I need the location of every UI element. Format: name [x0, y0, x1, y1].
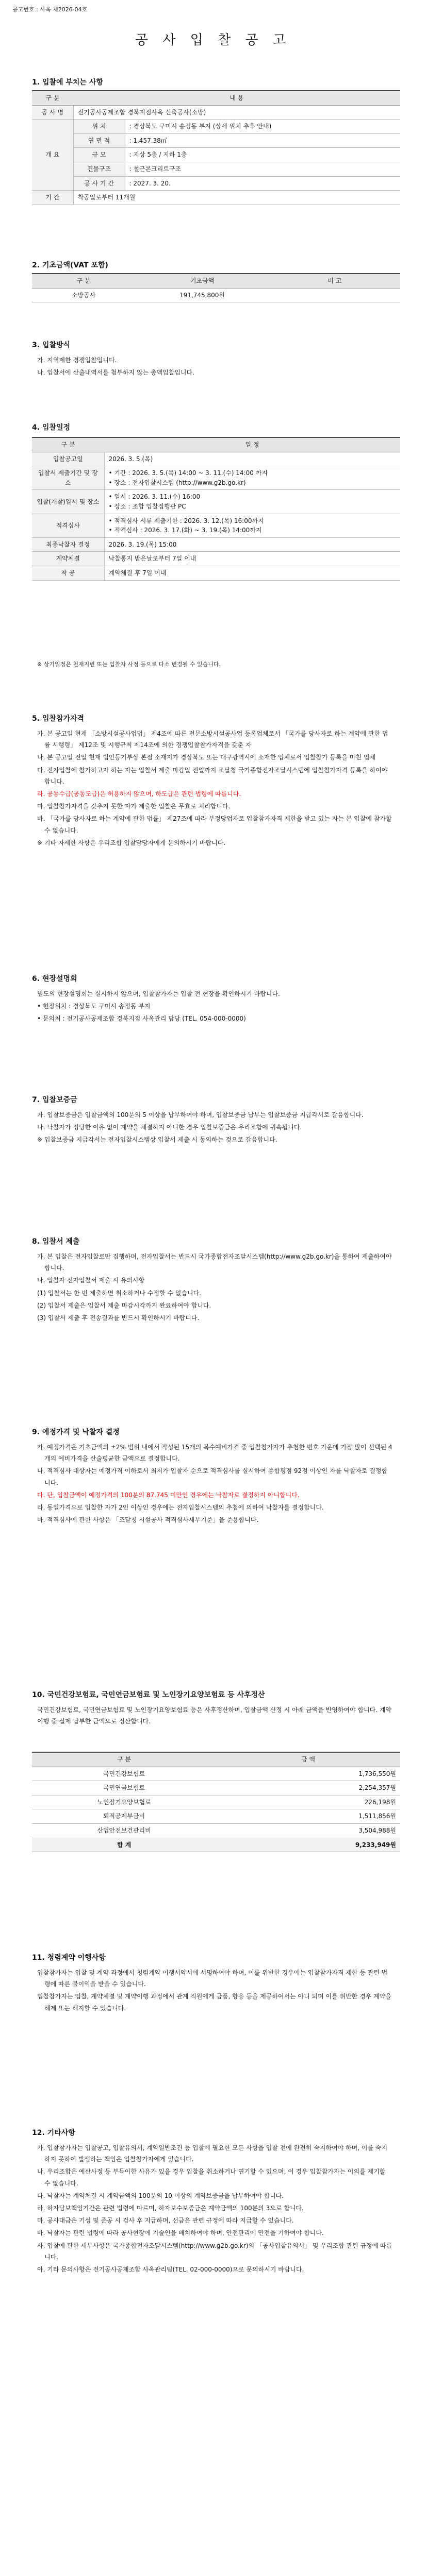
schedule-note: ※ 상기일정은 천재지변 또는 입찰자 사정 등으로 다소 변경될 수 있습니다.: [37, 661, 221, 668]
row-label: 공 사 명: [32, 105, 73, 120]
row-label: 개 요: [32, 120, 73, 191]
body-line: (1) 입찰서는 한 번 제출하면 취소하거나 수정할 수 없습니다.: [37, 1289, 201, 1297]
body-line: 바. 낙찰자는 관련 법령에 따라 공사현장에 기술인을 배치하여야 하며, 안전관리에 만전을 기하여야 합니다.: [37, 2229, 324, 2237]
body-line: 다. 낙찰자는 계약체결 시 계약금액의 100분의 10 이상의 계약보증금을 납부하여야 합니다.: [37, 2192, 284, 2199]
row-label: 기 간: [32, 191, 73, 205]
insurance-item: 노인장기요양보험료: [32, 1795, 216, 1809]
row-label: 규 모: [73, 148, 125, 162]
row-label: 최종낙찰자 결정: [32, 537, 104, 552]
col-header: 비 고: [269, 274, 400, 288]
section-1-table: [32, 90, 400, 205]
section-10-table: [32, 1752, 400, 1852]
table-cell: [104, 490, 400, 514]
section-12-heading: 12. 기타사항: [32, 2129, 75, 2137]
col-header: 구 분: [32, 274, 135, 288]
body-line: 마. 입찰참가자격을 갖추지 못한 자가 제출한 입찰은 무효로 처리합니다.: [37, 803, 231, 810]
body-line: ※ 입찰보증금 지급각서는 전자입찰시스템상 입찰서 제출 시 동의하는 것으로 갈음합니다.: [37, 1136, 277, 1144]
section-7-heading: 7. 입찰보증금: [32, 1096, 77, 1104]
scale-value: : 지상 5층 / 지하 1층: [125, 148, 400, 162]
body-line: 아. 기타 문의사항은 전기공사공제조합 사옥관리팀(TEL. 02-000-0000)으로 문의하시기 바랍니다.: [37, 2265, 304, 2273]
schedule-line: • 장소 : 전자입찰시스템 (http://www.g2b.go.kr): [108, 479, 246, 486]
insurance-item: 산업안전보건관리비: [32, 1823, 216, 1838]
row-label: 입찰서 제출기간 및 장소: [32, 466, 104, 490]
schedule-line: • 적격심사 서류 제출기한 : 2026. 3. 12.(목) 16:00까지: [108, 517, 264, 524]
notice-number: 공고번호 : 사옥 제2026-04호: [12, 6, 88, 13]
section-10-intro: 국민건강보험료, 국민연금보험료 및 노인장기요양보험료 등은 사후정산하며, 입찰금액 산정 시 아래 금액을 반영하여야 합니다. 계약 이행 중 실제 납부한 금액으로 정산합니다.: [37, 1706, 392, 1725]
row-label: 연 면 적: [73, 133, 125, 148]
col-header: 구 분: [32, 437, 104, 452]
base-amount: 191,745,800원: [135, 288, 269, 302]
insurance-amount: 1,736,550원: [216, 1767, 400, 1781]
body-line: 나. 적격심사 대상자는 예정가격 이하로서 최저가 입찰자 순으로 적격심사를 실시하여 종합평점 92점 이상인 자를 낙찰자로 결정합니다.: [37, 1467, 388, 1486]
total-label: 합 계: [32, 1838, 216, 1852]
section-2-table: [32, 273, 400, 302]
row-label: 입찰(개찰)일시 및 장소: [32, 490, 104, 514]
section-3-body: [37, 354, 393, 379]
table-cell: 2026. 3. 5.(목): [104, 452, 400, 466]
body-line: 나. 우리조합은 예산사정 등 부득이한 사유가 있을 경우 입찰을 취소하거나 연기할 수 있으며, 이 경우 입찰참가자는 이의를 제기할 수 없습니다.: [37, 2168, 386, 2187]
schedule-line: • 기간 : 2026. 3. 5.(목) 14:00 ~ 3. 11.(수) 14:00 까지: [108, 469, 268, 477]
body-line: 다. 전자입찰에 참가하고자 하는 자는 입찰서 제출 마감일 전일까지 조달청 국가종합전자조달시스템에 입찰참가자격 등록을 하여야 합니다.: [37, 766, 388, 785]
col-header: 기초금액: [135, 274, 269, 288]
section-4-table: [32, 437, 400, 581]
row-label: 위 치: [73, 120, 125, 134]
body-line-highlight: 라. 공동수급(공동도급)은 허용하지 않으며, 하도급은 관련 법령에 따릅니다.: [37, 790, 241, 798]
table-cell: 2026. 3. 19.(목) 15:00: [104, 537, 400, 552]
section-8-body: [37, 1251, 393, 1325]
body-line: 사. 입찰에 관한 세부사항은 국가종합전자조달시스템(http://www.g2b.go.kr)의 「공사입찰유의서」 및 우리조합 관련 규정에 따릅니다.: [37, 2242, 392, 2261]
section-11-heading: 11. 청렴계약 이행사항: [32, 1954, 106, 1962]
section-7-body: [37, 1109, 393, 1147]
section-12-body: [37, 2142, 393, 2276]
section-10-heading: 10. 국민건강보험료, 국민연금보험료 및 노인장기요양보험료 등 사후정산: [32, 1691, 265, 1699]
insurance-amount: 226,198원: [216, 1795, 400, 1809]
area-value: : 1,457.38㎡: [125, 133, 400, 148]
body-line: (2) 입찰서 제출은 입찰서 제출 마감시각까지 완료하여야 합니다.: [37, 1301, 211, 1309]
section-4-heading: 4. 입찰일정: [32, 423, 71, 432]
body-line: ※ 기타 자세한 사항은 우리조합 입찰담당자에게 문의하시기 바랍니다.: [37, 839, 226, 846]
row-label: 계약체결: [32, 552, 104, 566]
section-5-body: [37, 728, 393, 850]
body-line: 가. 본 공고일 현재 「소방시설공사업법」 제4조에 따른 전문소방시설공사업 등록업체로서 「국가를 당사자로 하는 계약에 관한 법률 시행령」 제12조 및 시행규칙 제14조에 의한 경쟁입찰참가자격을 갖춘 자: [37, 730, 388, 749]
body-line: 나. 본 공고일 전일 현재 법인등기부상 본점 소재지가 경상북도 또는 대구광역시에 소재한 업체로서 입찰참가 등록을 마친 업체: [37, 754, 376, 761]
schedule-line: • 장소 : 조합 입찰집행관 PC: [108, 502, 186, 510]
table-cell: 계약체결 후 7일 이내: [104, 566, 400, 580]
body-line: 가. 입찰보증금은 입찰금액의 100분의 5 이상을 납부하여야 하며, 입찰보증금 납부는 입찰보증금 지급각서로 갈음합니다.: [37, 1111, 364, 1118]
body-line: 나. 입찰자 전자입찰서 제출 시 유의사항: [37, 1277, 145, 1284]
body-line: 마. 적격심사에 관한 사항은 「조달청 시설공사 적격심사세부기준」을 준용합니다.: [37, 1516, 259, 1524]
section-6-heading: 6. 현장설명회: [32, 975, 77, 983]
section-1-heading: 1. 입찰에 부치는 사항: [32, 78, 103, 87]
body-line: 가. 입찰참가자는 입찰공고, 입찰유의서, 계약일반조건 등 입찰에 필요한 모든 사항을 입찰 전에 완전히 숙지하여야 하며, 이를 숙지하지 못하여 발생하는 책임은 입찰참가자에게 있습니다.: [37, 2144, 388, 2163]
section-6-body: [37, 988, 393, 1026]
section-2-heading: 2. 기초금액(VAT 포함): [32, 261, 108, 269]
body-line: 가. 예정가격은 기초금액의 ±2% 범위 내에서 작성된 15개의 복수예비가격 중 입찰참가자가 추첨한 번호 가운데 가장 많이 선택된 4개의 예비가격을 산술평균한 금액으로 결정합니다.: [37, 1444, 392, 1463]
insurance-amount: 1,511,856원: [216, 1809, 400, 1824]
body-line: 가. 본 입찰은 전자입찰로만 집행하며, 전자입찰서는 반드시 국가종합전자조달시스템(http://www.g2b.go.kr)을 통하여 제출하여야 합니다.: [37, 1253, 392, 1272]
row-label: 입찰공고일: [32, 452, 104, 466]
table-cell: [104, 466, 400, 490]
table-cell: 소방공사: [32, 288, 135, 302]
section-11-body: [37, 1967, 393, 2015]
row-label: 적격심사: [32, 514, 104, 537]
body-line: 바. 「국가를 당사자로 하는 계약에 관한 법률」 제27조에 따라 부정당업자로 입찰참가자격 제한을 받고 있는 자는 본 입찰에 참가할 수 없습니다.: [37, 815, 392, 834]
body-line: 가. 지역제한 경쟁입찰입니다.: [37, 357, 117, 364]
body-line-highlight: 다. 단, 입찰금액이 예정가격의 100분의 87.745 미만인 경우에는 낙찰자로 결정하지 아니합니다.: [37, 1491, 300, 1499]
body-line: 별도의 현장설명회는 실시하지 않으며, 입찰참가자는 입찰 전 현장을 확인하시기 바랍니다.: [37, 990, 280, 997]
body-line: 라. 동일가격으로 입찰한 자가 2인 이상인 경우에는 전자입찰시스템의 추첨에 의하여 낙찰자를 결정합니다.: [37, 1503, 324, 1511]
insurance-amount: 3,504,988원: [216, 1823, 400, 1838]
section-8-heading: 8. 입찰서 제출: [32, 1238, 80, 1246]
table-cell: [269, 288, 400, 302]
schedule-line: • 적격심사 : 2026. 3. 17.(화) ~ 3. 19.(목) 14:00까지: [108, 527, 262, 534]
col-header: 금 액: [216, 1752, 400, 1767]
body-line: 나. 낙찰자가 정당한 이유 없이 계약을 체결하지 아니한 경우 입찰보증금은 우리조합에 귀속됩니다.: [37, 1124, 302, 1131]
body-line: 라. 하자담보책임기간은 관련 법령에 따르며, 하자보수보증금은 계약금액의 100분의 3으로 합니다.: [37, 2204, 304, 2212]
term-value: 착공일로부터 11개월: [73, 191, 400, 205]
page-title: 공 사 입 찰 공 고: [135, 32, 291, 48]
section-9-heading: 9. 예정가격 및 낙찰자 결정: [32, 1428, 120, 1436]
insurance-amount: 2,254,357원: [216, 1781, 400, 1795]
row-label: 착 공: [32, 566, 104, 580]
table-cell: 낙찰통지 받은날로부터 7일 이내: [104, 552, 400, 566]
body-line: • 문의처 : 전기공사공제조합 경북지점 사옥관리 담당 (TEL. 054-000-0000): [37, 1015, 246, 1023]
table-cell: [104, 514, 400, 537]
body-line: 마. 공사대금은 기성 및 준공 시 검사 후 지급하며, 선금은 관련 규정에 따라 지급할 수 있습니다.: [37, 2217, 294, 2225]
insurance-item: 퇴직공제부금비: [32, 1809, 216, 1824]
schedule-line: • 일시 : 2026. 3. 11.(수) 16:00: [108, 493, 201, 501]
body-line: • 현장위치 : 경상북도 구미시 송정동 부지: [37, 1003, 151, 1010]
row-label: 건물구조: [73, 162, 125, 176]
structure-value: : 철근콘크리트구조: [125, 162, 400, 176]
col-header: 내 용: [73, 91, 400, 105]
insurance-item: 국민건강보험료: [32, 1767, 216, 1781]
body-line: 나. 입찰서에 산출내역서를 첨부하지 않는 총액입찰입니다.: [37, 369, 194, 377]
col-header: 구 분: [32, 91, 73, 105]
project-name: 전기공사공제조합 경북지점사옥 신축공사(소방): [73, 105, 400, 120]
body-line: 입찰참가자는 입찰, 계약체결 및 계약이행 과정에서 관계 직원에게 금품, 향응 등을 제공하여서는 아니 되며 이를 위반한 경우 계약을 해제 또는 해지할 수 있습니다.: [37, 1993, 391, 2012]
col-header: 일 정: [104, 437, 400, 452]
row-label: 공 사 기 간: [73, 176, 125, 191]
body-line: 입찰참가자는 입찰 및 계약 과정에서 청렴계약 이행서약서에 서명하여야 하며, 이를 위반한 경우에는 입찰참가자격 제한 등 관련 법령에 따른 불이익을 받을 수 있습니다.: [37, 1969, 388, 1988]
col-header: 구 분: [32, 1752, 216, 1767]
body-line: (3) 입찰서 제출 후 전송결과를 반드시 확인하시기 바랍니다.: [37, 1314, 200, 1321]
period-value: : 2027. 3. 20.: [125, 176, 400, 191]
section-9-body: [37, 1442, 393, 1527]
location-value: : 경상북도 구미시 송정동 부지 (상세 위치 추후 안내): [125, 120, 400, 134]
insurance-item: 국민연금보험료: [32, 1781, 216, 1795]
section-5-heading: 5. 입찰참가자격: [32, 715, 85, 723]
total-amount: 9,233,949원: [216, 1838, 400, 1852]
section-3-heading: 3. 입찰방식: [32, 341, 71, 349]
